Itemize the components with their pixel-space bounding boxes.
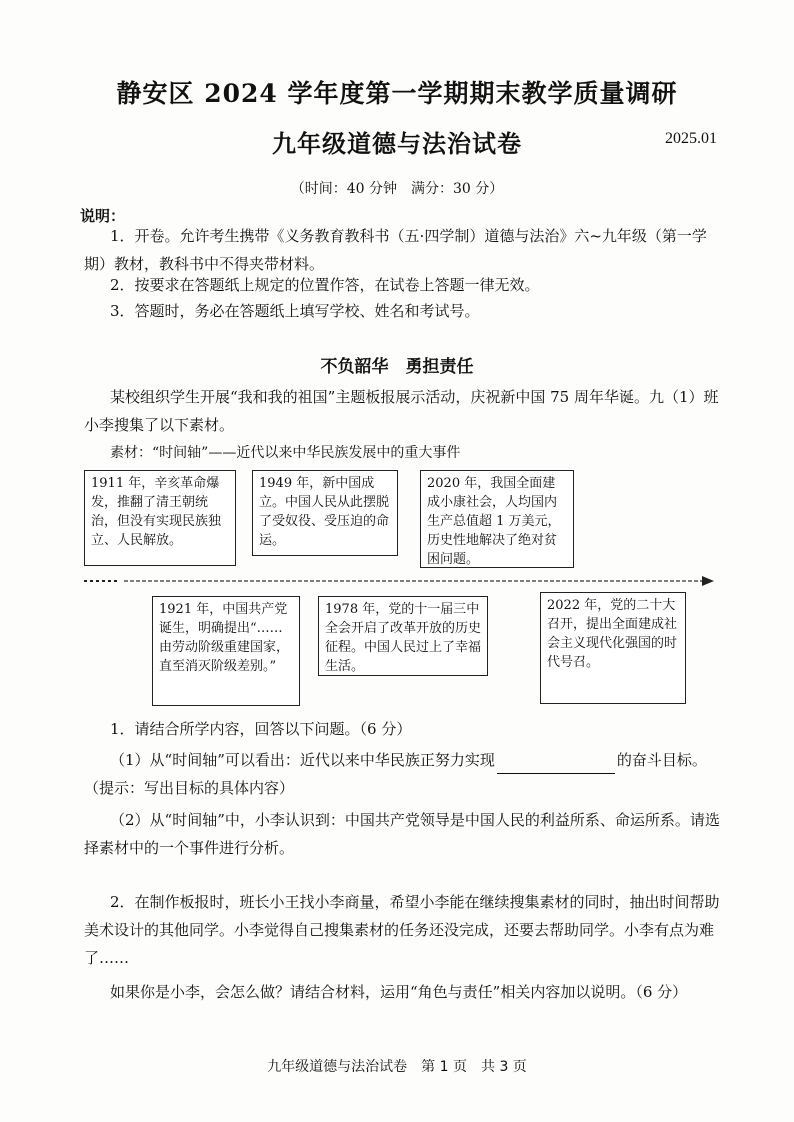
instruction-item: 3．答题时，务必在答题纸上填写学校、姓名和考试号。 bbox=[110, 302, 480, 320]
exam-date: 2025.01 bbox=[665, 130, 717, 147]
answer-blank bbox=[497, 757, 615, 774]
exam-title-line2: 九年级道德与法治试卷 bbox=[272, 129, 522, 158]
material-label: 素材：“时间轴”——近代以来中华民族发展中的重大事件 bbox=[110, 445, 461, 461]
question-2: 2．在制作板报时，班长小王找小李商量，希望小李能在继续搜集素材的同时，抽出时间帮助美术设计的其他同学。小李觉得自己搜集素材的任务还没完成，还要去帮助同学。小李有点为难了…… bbox=[84, 893, 720, 967]
exam-title-line1: 静安区 2024 学年度第一学期期末教学质量调研 bbox=[116, 79, 678, 108]
timeline-box-1949: 1949 年，新中国成立。中国人民从此摆脱了受奴役、受压迫的命运。 bbox=[252, 470, 398, 556]
timeline-box-2020: 2020 年，我国全面建成小康社会，人均国内生产总值超 1 万美元，历史性地解决了绝对贫困问题。 bbox=[420, 470, 574, 568]
question-1-1 bbox=[84, 746, 724, 802]
timeline-box-1978: 1978 年，党的十一届三中全会开启了改革开放的历史征程。中国人民过上了幸福生活。 bbox=[318, 596, 488, 676]
section-title: 不负韶华 勇担责任 bbox=[320, 357, 474, 377]
question-1-1-text-after: 的奋斗目标。（提示：写出目标的具体内容） bbox=[84, 751, 707, 797]
question-2-task: 如果你是小李，会怎么做？请结合材料，运用“角色与责任”相关内容加以说明。（6 分） bbox=[110, 983, 688, 1001]
question-1-1-text: （1）从“时间轴”可以看出：近代以来中华民族正努力实现 bbox=[110, 751, 495, 769]
timeline-box-1921: 1921 年，中国共产党诞生，明确提出“……由劳动阶级重建国家，直至消灭阶级差别。” bbox=[152, 596, 300, 706]
timeline-box-2022: 2022 年，党的二十大召开，提出全面建成社会主义现代化强国的时代号召。 bbox=[540, 592, 686, 704]
timeline-box-1911: 1911 年，辛亥革命爆发，推翻了清王朝统治，但没有实现民族独立、人民解放。 bbox=[84, 470, 236, 566]
timeline-axis bbox=[84, 574, 716, 588]
question-1-2: （2）从“时间轴”中，小李认识到：中国共产党领导是中国人民的利益所系、命运所系。请选择素材中的一个事件进行分析。 bbox=[84, 811, 720, 857]
page-footer: 九年级道德与法治试卷 第 1 页 共 3 页 bbox=[267, 1059, 527, 1075]
section-intro: 某校组织学生开展“我和我的祖国”主题板报展示活动，庆祝新中国 75 周年华诞。九（1）班小李搜集了以下素材。 bbox=[84, 388, 719, 434]
question-1: 1．请结合所学内容，回答以下问题。（6 分） bbox=[110, 720, 412, 738]
instruction-item: 1．开卷。允许考生携带《义务教育教科书（五·四学制）道德与法治》六~九年级（第一学期）教材，教科书中不得夹带材料。 bbox=[84, 227, 707, 273]
arrow-head-icon bbox=[702, 576, 714, 586]
instructions-heading: 说明： bbox=[80, 207, 126, 225]
exam-meta: （时间：40 分钟 满分：30 分） bbox=[290, 181, 504, 197]
instruction-item: 2．按要求在答题纸上规定的位置作答，在试卷上答题一律无效。 bbox=[110, 276, 540, 294]
